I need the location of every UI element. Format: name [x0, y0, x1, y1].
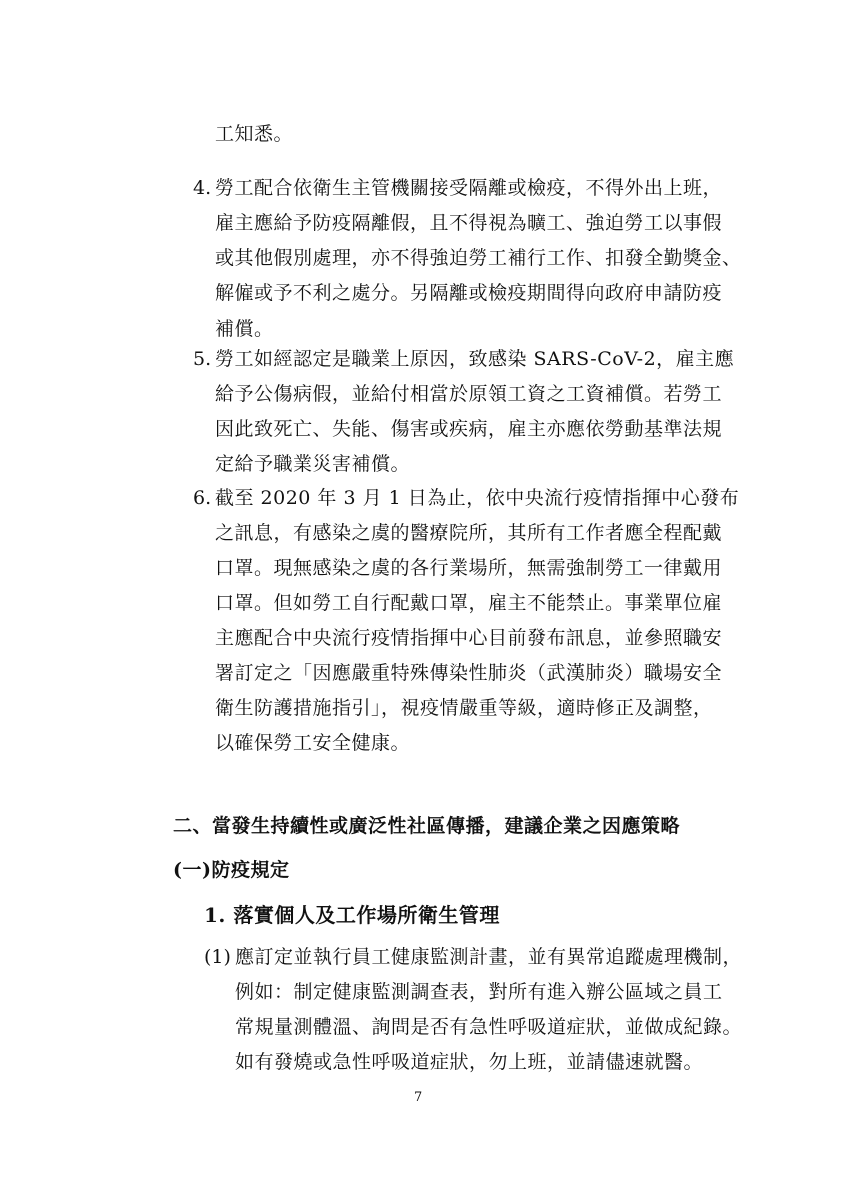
- item-4-line-5: 補償。: [215, 318, 274, 340]
- item-5-number: 5.: [193, 348, 212, 370]
- sub-point-line-2: 例如：制定健康監測調查表，對所有進入辦公區域之員工: [235, 981, 723, 1003]
- item-6-line-5: 主應配合中央流行疫情指揮中心目前發布訊息，並參照職安: [215, 627, 723, 649]
- item-6-line-7: 衛生防護措施指引」，視疫情嚴重等級，適時修正及調整，: [215, 697, 713, 719]
- item-6-line-1: 截至 2020 年 3 月 1 日為止，依中央流行疫情指揮中心發布: [215, 487, 740, 509]
- sub-point-number: (1): [204, 946, 231, 968]
- item-5-line-1: 勞工如經認定是職業上原因，致感染 SARS-CoV-2，雇主應: [215, 348, 735, 370]
- item-4-number: 4.: [193, 177, 212, 199]
- continuation-text: 工知悉。: [215, 123, 294, 145]
- item-6-line-4: 口罩。但如勞工自行配戴口罩，雇主不能禁止。事業單位雇: [215, 592, 723, 614]
- item-4-line-3: 或其他假別處理，亦不得強迫勞工補行工作、扣發全勤獎金、: [215, 247, 742, 269]
- sub-point-line-3: 常規量測體溫、詢問是否有急性呼吸道症狀，並做成紀錄。: [235, 1016, 743, 1038]
- subsection-heading: (一)防疫規定: [173, 859, 290, 881]
- item-5-line-4: 定給予職業災害補償。: [215, 453, 411, 475]
- page-number: 7: [414, 1090, 423, 1105]
- sub-point-line-4: 如有發燒或急性呼吸道症狀，勿上班，並請儘速就醫。: [235, 1051, 704, 1073]
- item-5-line-2: 給予公傷病假，並給付相當於原領工資之工資補償。若勞工: [215, 383, 723, 405]
- item-4-line-2: 雇主應給予防疫隔離假，且不得視為曠工、強迫勞工以事假: [215, 212, 723, 234]
- item-6-number: 6.: [193, 487, 212, 509]
- item-6-line-6: 署訂定之「因應嚴重特殊傳染性肺炎（武漢肺炎）職場安全: [215, 662, 723, 684]
- item-4-line-4: 解僱或予不利之處分。另隔離或檢疫期間得向政府申請防疫: [215, 282, 723, 304]
- item-6-line-2: 之訊息，有感染之虞的醫療院所，其所有工作者應全程配戴: [215, 522, 723, 544]
- item-6-line-3: 口罩。現無感染之虞的各行業場所，無需強制勞工一律戴用: [215, 557, 723, 579]
- sub-point-line-1: 應訂定並執行員工健康監測計畫，並有異常追蹤處理機制，: [235, 946, 743, 968]
- item-5-line-3: 因此致死亡、失能、傷害或疾病，雇主亦應依勞動基準法規: [215, 418, 723, 440]
- item-6-line-8: 以確保勞工安全健康。: [215, 732, 411, 754]
- sub-item-heading: 1. 落實個人及工作場所衛生管理: [204, 903, 500, 927]
- section-heading: 二、當發生持續性或廣泛性社區傳播，建議企業之因應策略: [173, 815, 681, 837]
- item-4-line-1: 勞工配合依衛生主管機關接受隔離或檢疫，不得外出上班，: [215, 177, 723, 199]
